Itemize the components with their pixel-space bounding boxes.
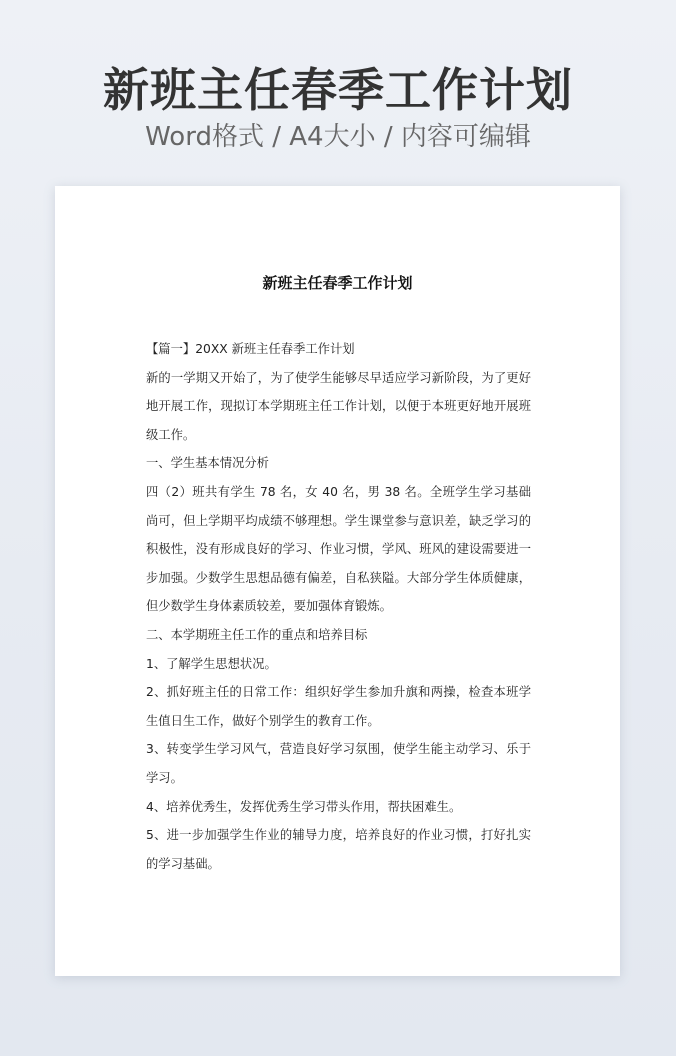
banner-title: 新班主任春季工作计划 xyxy=(103,63,573,117)
section-heading-goals: 二、本学期班主任工作的重点和培养目标 xyxy=(146,627,368,642)
goal-item-2: 2、抓好班主任的日常工作：组织好学生参加升旗和两操，检查本班学生值日生工作，做好个别学生的教育工作。 xyxy=(146,685,531,728)
goal-item-5: 5、进一步加强学生作业的辅导力度，培养良好的作业习惯，打好扎实的学习基础。 xyxy=(146,828,531,871)
goal-item-3: 3、转变学生学习风气，营造良好学习氛围，使学生能主动学习、乐于学习。 xyxy=(146,742,531,785)
goal-item-4: 4、培养优秀生，发挥优秀生学习带头作用，帮扶困难生。 xyxy=(146,799,462,814)
section-heading-part-one: 【篇一】20XX 新班主任春季工作计划 xyxy=(146,342,355,356)
document-page xyxy=(55,186,620,976)
intro-paragraph: 新的一学期又开始了，为了使学生能够尽早适应学习新阶段，为了更好地开展工作，现拟订本学期班主任工作计划，以便于本班更好地开展班级工作。 xyxy=(146,370,531,442)
section-heading-student-analysis: 一、学生基本情况分析 xyxy=(146,456,269,471)
student-analysis-paragraph: 四（2）班共有学生 78 名，女 40 名，男 38 名。全班学生学习基础尚可，但上学期平均成绩不够理想。学生课堂参与意识差，缺乏学习的积极性，没有形成良好的学习、作业习惯，学风、班风的建设需要进一步加强。少数学生思想品德有偏差，自私狭隘。大部分学生体质健康，但少数学生身体素质较差，要加强体育锻炼。 xyxy=(146,484,531,614)
goal-item-1: 1、了解学生思想状况。 xyxy=(146,656,277,671)
document-body xyxy=(146,335,531,878)
banner-subtitle: Word格式 / A4大小 / 内容可编辑 xyxy=(145,122,531,152)
document-title: 新班主任春季工作计划 xyxy=(262,274,413,292)
